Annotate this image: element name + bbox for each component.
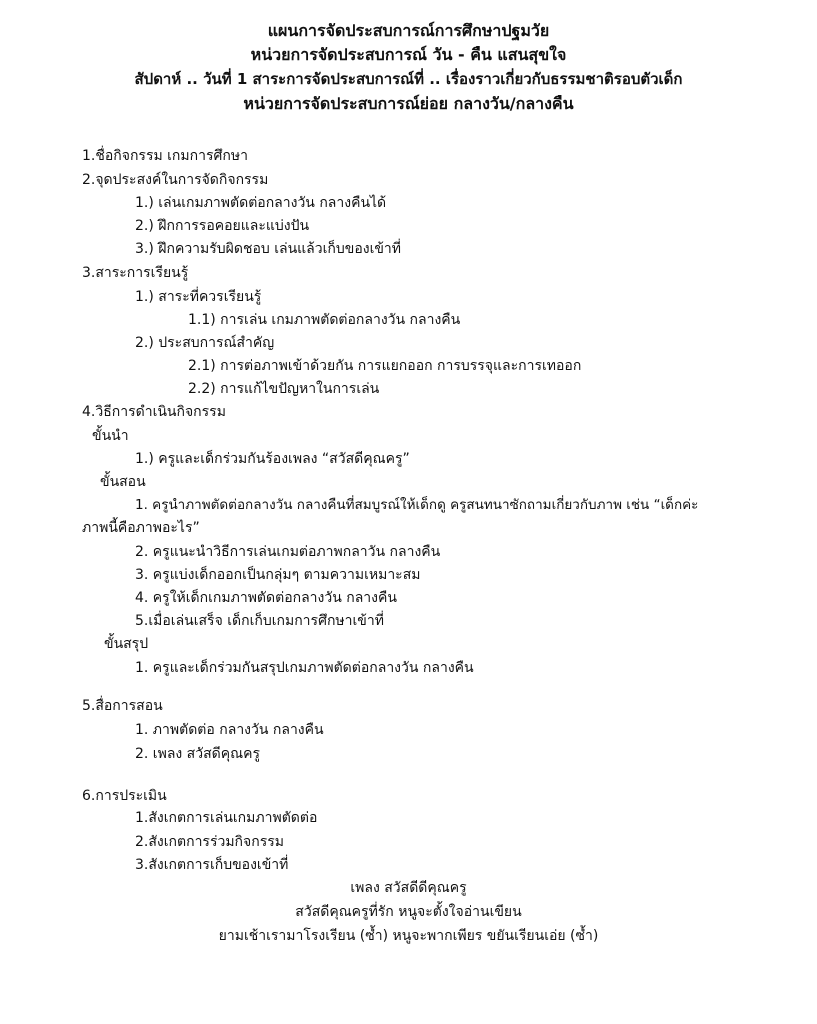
content-subtopic: 2.2) การแก้ไขปัญหาในการเล่น bbox=[188, 381, 380, 397]
content-subtopic: 1.1) การเล่น เกมภาพตัดต่อกลางวัน กลางคืน bbox=[188, 312, 461, 328]
song-lyric-line: ยามเช้าเรามาโรงเรียน (ซ้ำ) หนูจะพากเพียร ขยันเรียนเอ่ย (ซ้ำ) bbox=[218, 928, 599, 944]
section-1-heading: 1.ชื่อกิจกรรม เกมการศึกษา bbox=[82, 148, 248, 164]
step-intro-label: ขั้นนำ bbox=[92, 428, 129, 444]
step-summary-item: 1. ครูและเด็กร่วมกันสรุปเกมภาพตัดต่อกลางวัน กลางคืน bbox=[135, 660, 474, 676]
evaluation-item: 3.สังเกตการเก็บของเข้าที่ bbox=[135, 857, 289, 873]
content-topic: 2.) ประสบการณ์สำคัญ bbox=[135, 335, 275, 351]
doc-title-line-4: หน่วยการจัดประสบการณ์ย่อย กลางวัน/กลางคืน bbox=[243, 94, 574, 113]
section-4-heading: 4.วิธีการดำเนินกิจกรรม bbox=[82, 404, 226, 420]
section-2-heading: 2.จุดประสงค์ในการจัดกิจกรรม bbox=[82, 172, 269, 188]
step-teach-item-continued: ภาพนี้คือภาพอะไร” bbox=[82, 520, 200, 536]
objective-item: 1.) เล่นเกมภาพตัดต่อกลางวัน กลางคืนได้ bbox=[135, 195, 387, 211]
song-lyric-line: สวัสดีคุณครูที่รัก หนูจะตั้งใจอ่านเขียน bbox=[295, 904, 522, 920]
step-teach-item: 5.เมื่อเล่นเสร็จ เด็กเก็บเกมการศึกษาเข้าที่ bbox=[135, 613, 384, 629]
media-item: 1. ภาพตัดต่อ กลางวัน กลางคืน bbox=[135, 722, 324, 738]
step-teach-item: 4. ครูให้เด็กเกมภาพตัดต่อกลางวัน กลางคืน bbox=[135, 590, 397, 606]
section-6-heading: 6.การประเมิน bbox=[82, 788, 167, 804]
step-teach-item: 1. ครูนำภาพตัดต่อกลางวัน กลางคืนที่สมบูรณ์ให้เด็กดู ครูสนทนาซักถามเกี่ยวกับภาพ เช่น “เด็กค่ะ bbox=[135, 497, 699, 513]
media-item: 2. เพลง สวัสดีคุณครู bbox=[135, 746, 260, 762]
step-summary-label: ขั้นสรุป bbox=[104, 636, 149, 652]
doc-title-line-2: หน่วยการจัดประสบการณ์ วัน - คืน แสนสุขใจ bbox=[250, 45, 567, 64]
section-3-heading: 3.สาระการเรียนรู้ bbox=[82, 265, 189, 281]
section-5-heading: 5.สื่อการสอน bbox=[82, 698, 163, 714]
content-topic: 1.) สาระที่ควรเรียนรู้ bbox=[135, 289, 262, 305]
song-title: เพลง สวัสดีดีคุณครู bbox=[350, 880, 467, 896]
doc-title-line-1: แผนการจัดประสบการณ์การศึกษาปฐมวัย bbox=[267, 21, 550, 40]
step-teach-item: 3. ครูแบ่งเด็กออกเป็นกลุ่มๆ ตามความเหมาะสม bbox=[135, 567, 421, 583]
doc-title-line-3: สัปดาห์ .. วันที่ 1 สาระการจัดประสบการณ์ที่ .. เรื่องราวเกี่ยวกับธรรมชาติรอบตัวเด็ก bbox=[134, 70, 683, 88]
step-teach-item: 2. ครูแนะนำวิธีการเล่นเกมต่อภาพกลาวัน กลางคืน bbox=[135, 544, 441, 560]
step-intro-item: 1.) ครูและเด็กร่วมกันร้องเพลง “สวัสดีคุณครู” bbox=[135, 451, 410, 467]
objective-item: 3.) ฝึกความรับผิดชอบ เล่นแล้วเก็บของเข้าที่ bbox=[135, 241, 402, 257]
content-subtopic: 2.1) การต่อภาพเข้าด้วยกัน การแยกออก การบรรจุและการเทออก bbox=[188, 358, 582, 374]
evaluation-item: 2.สังเกตการร่วมกิจกรรม bbox=[135, 834, 284, 850]
step-teach-label: ขั้นสอน bbox=[100, 474, 146, 490]
objective-item: 2.) ฝึกการรอคอยและแบ่งปัน bbox=[135, 218, 310, 234]
evaluation-item: 1.สังเกตการเล่นเกมภาพตัดต่อ bbox=[135, 810, 318, 826]
